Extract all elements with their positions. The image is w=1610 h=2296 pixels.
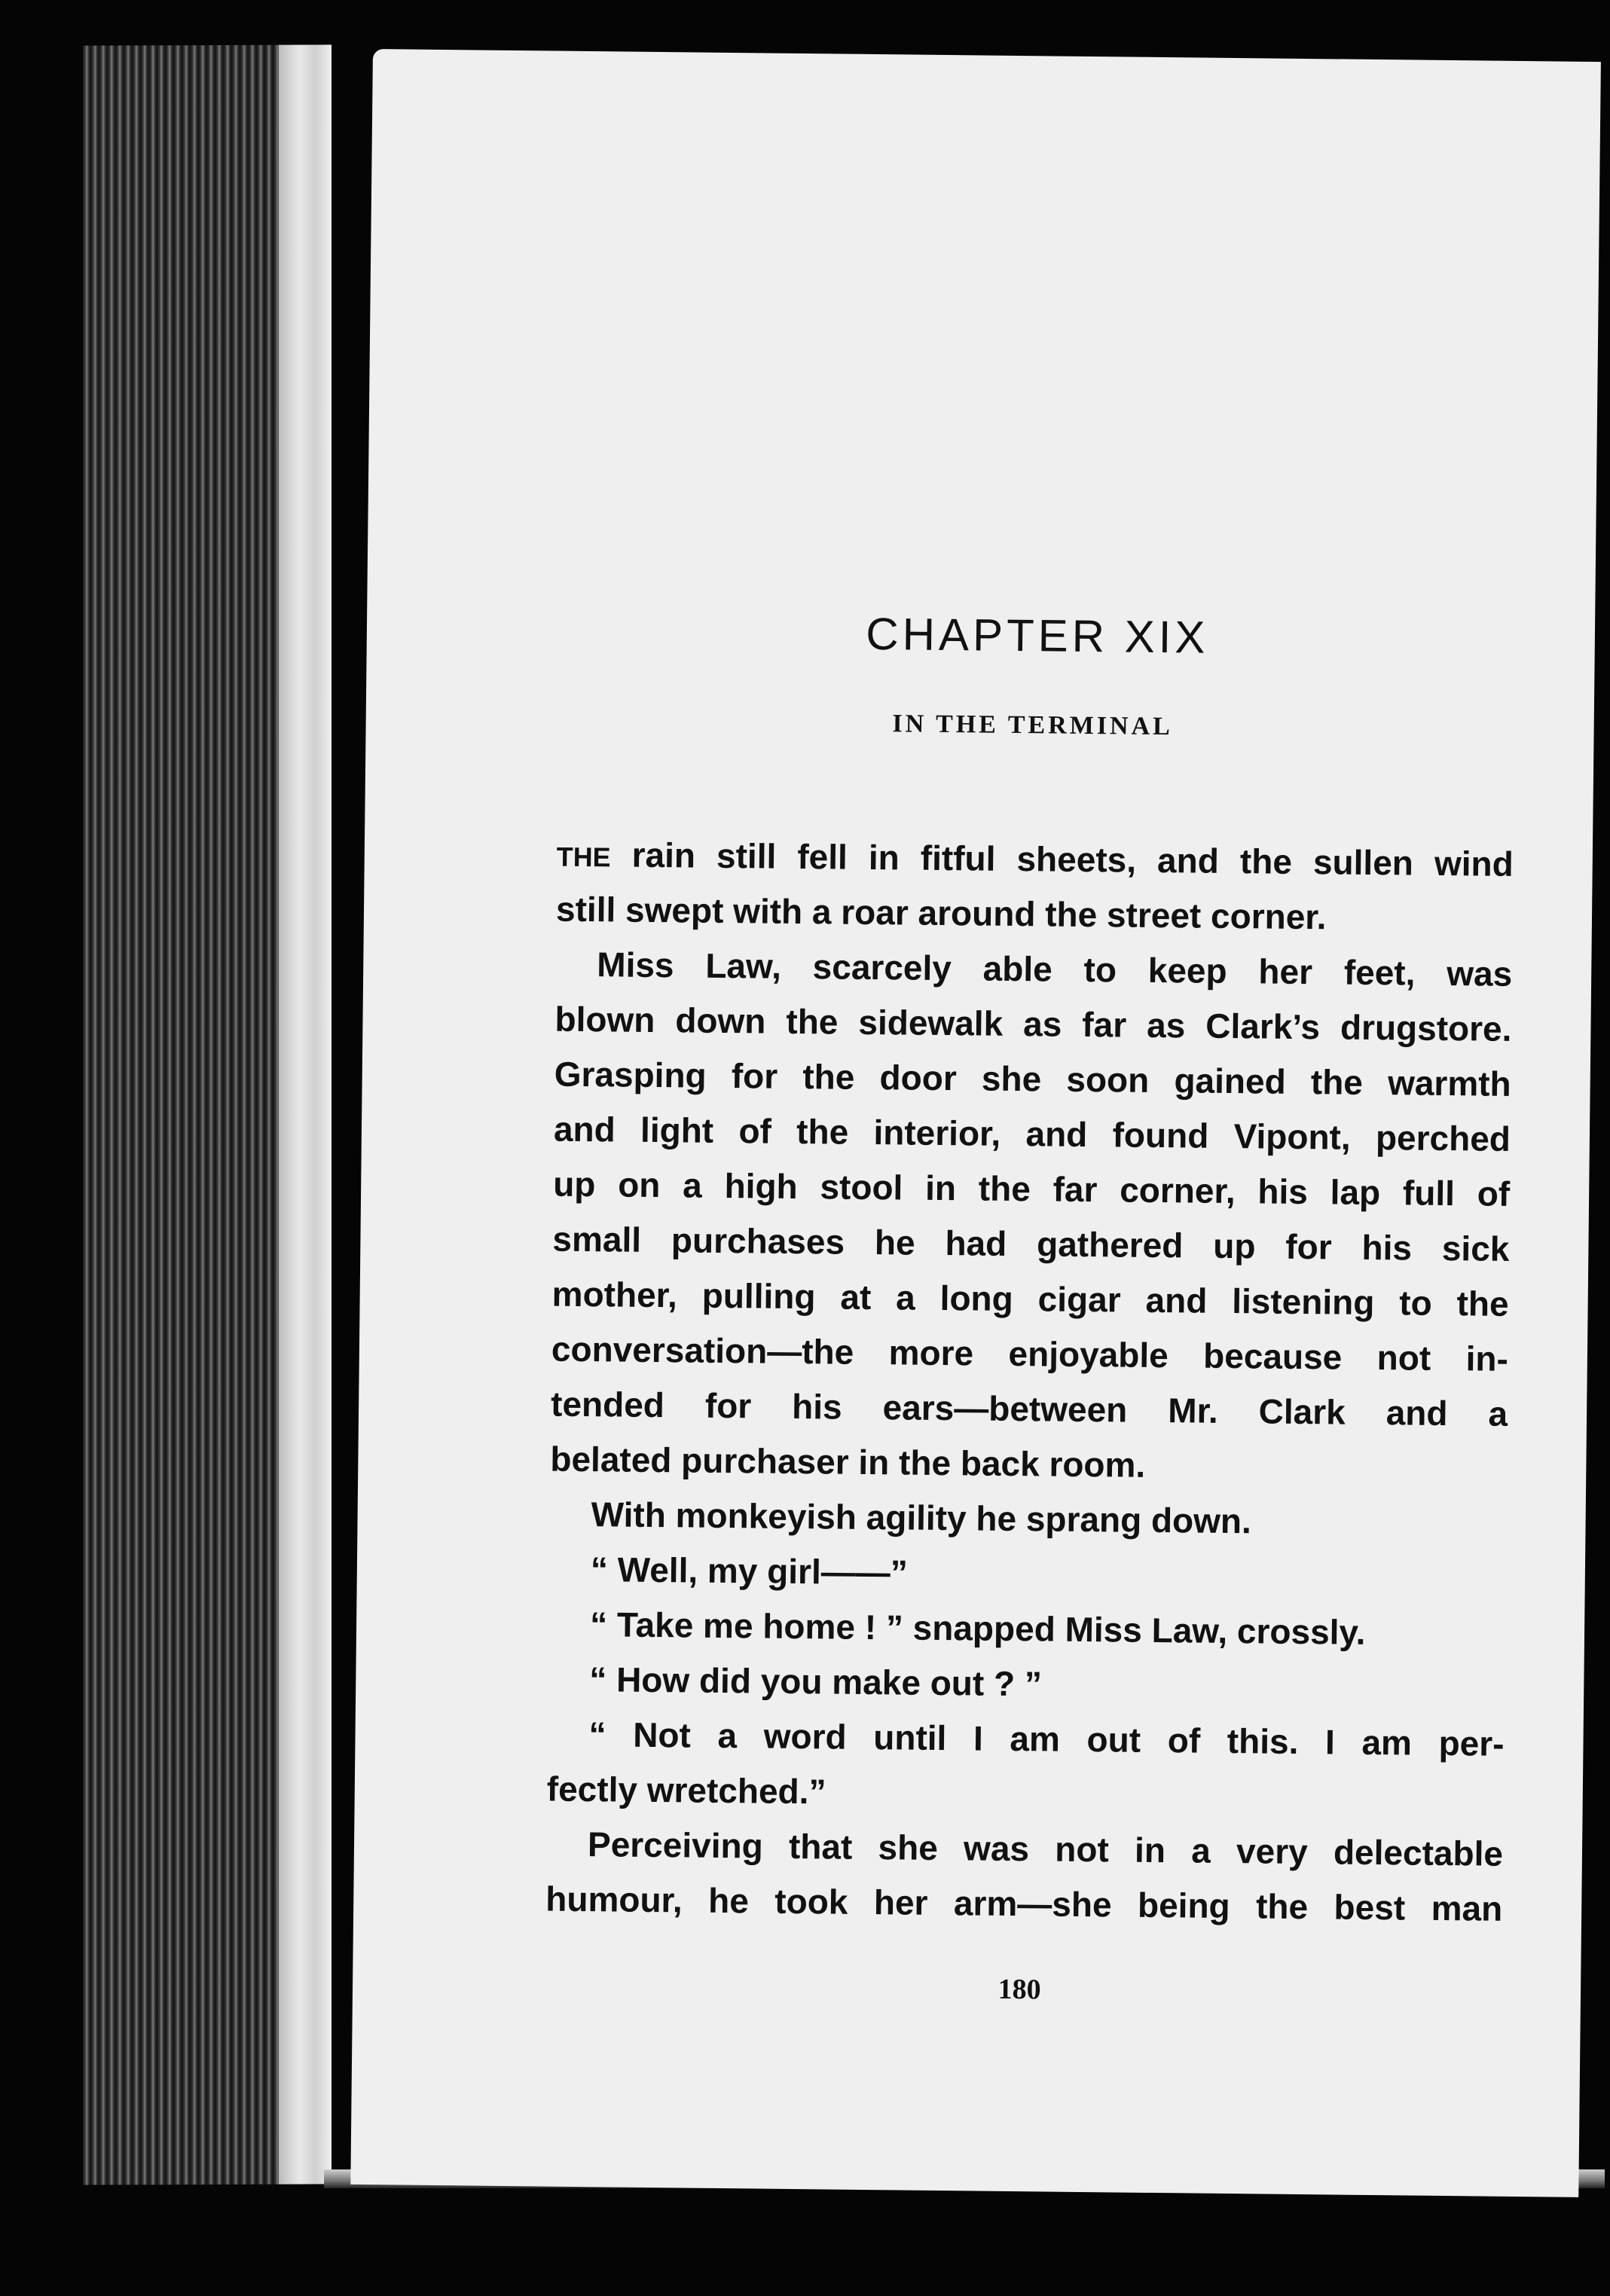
text-line: humour, he took her arm—she being the best man bbox=[545, 1879, 1503, 1928]
chapter-title: CHAPTER XIX bbox=[866, 608, 1209, 663]
page-number: 180 bbox=[997, 1973, 1041, 2006]
text-line: Perceiving that she was not in a very delectable bbox=[587, 1824, 1504, 1873]
text-line: and light of the interior, and found Vipont, perched bbox=[553, 1109, 1511, 1159]
text-line: “ Well, my girl——” bbox=[590, 1549, 909, 1592]
text-line: “ Take me home ! ” snapped Miss Law, crossly. bbox=[589, 1604, 1366, 1652]
text-line: belated purchaser in the back room. bbox=[550, 1439, 1146, 1485]
text-line: Grasping for the door she soon gained the warmth bbox=[554, 1054, 1511, 1104]
book-page bbox=[350, 49, 1601, 2197]
text-line: conversation—the more enjoyable because not in- bbox=[551, 1329, 1509, 1379]
text-line: “ Not a word until I am out of this. I am per- bbox=[588, 1714, 1505, 1763]
body-text bbox=[545, 827, 1514, 1937]
text-line: up on a high stool in the far corner, his lap full of bbox=[552, 1164, 1511, 1214]
text-line: fectly wretched.” bbox=[546, 1769, 826, 1812]
text-line: small purchases he had gathered up for his sick bbox=[552, 1219, 1510, 1269]
text-line: blown down the sidewalk as far as Clark’s drugstore. bbox=[554, 999, 1512, 1049]
text-line: tended for his ears—between Mr. Clark and a bbox=[550, 1384, 1508, 1433]
page-edges bbox=[83, 44, 331, 2185]
text-line-lead: THE bbox=[556, 841, 611, 873]
text-line: With monkeyish agility he sprang down. bbox=[591, 1495, 1252, 1541]
text-line: mother, pulling at a long cigar and listening to the bbox=[551, 1274, 1509, 1324]
text-line: “ How did you make out ? ” bbox=[589, 1659, 1043, 1704]
text-line: still swept with a roar around the street corner. bbox=[555, 889, 1327, 937]
chapter-subtitle: IN THE TERMINAL bbox=[892, 710, 1174, 741]
text-line-content: rain still fell in fitful sheets, and the sullen wind bbox=[610, 835, 1514, 884]
text-line bbox=[556, 827, 1514, 892]
text-line: Miss Law, scarcely able to keep her feet, was bbox=[597, 945, 1513, 994]
